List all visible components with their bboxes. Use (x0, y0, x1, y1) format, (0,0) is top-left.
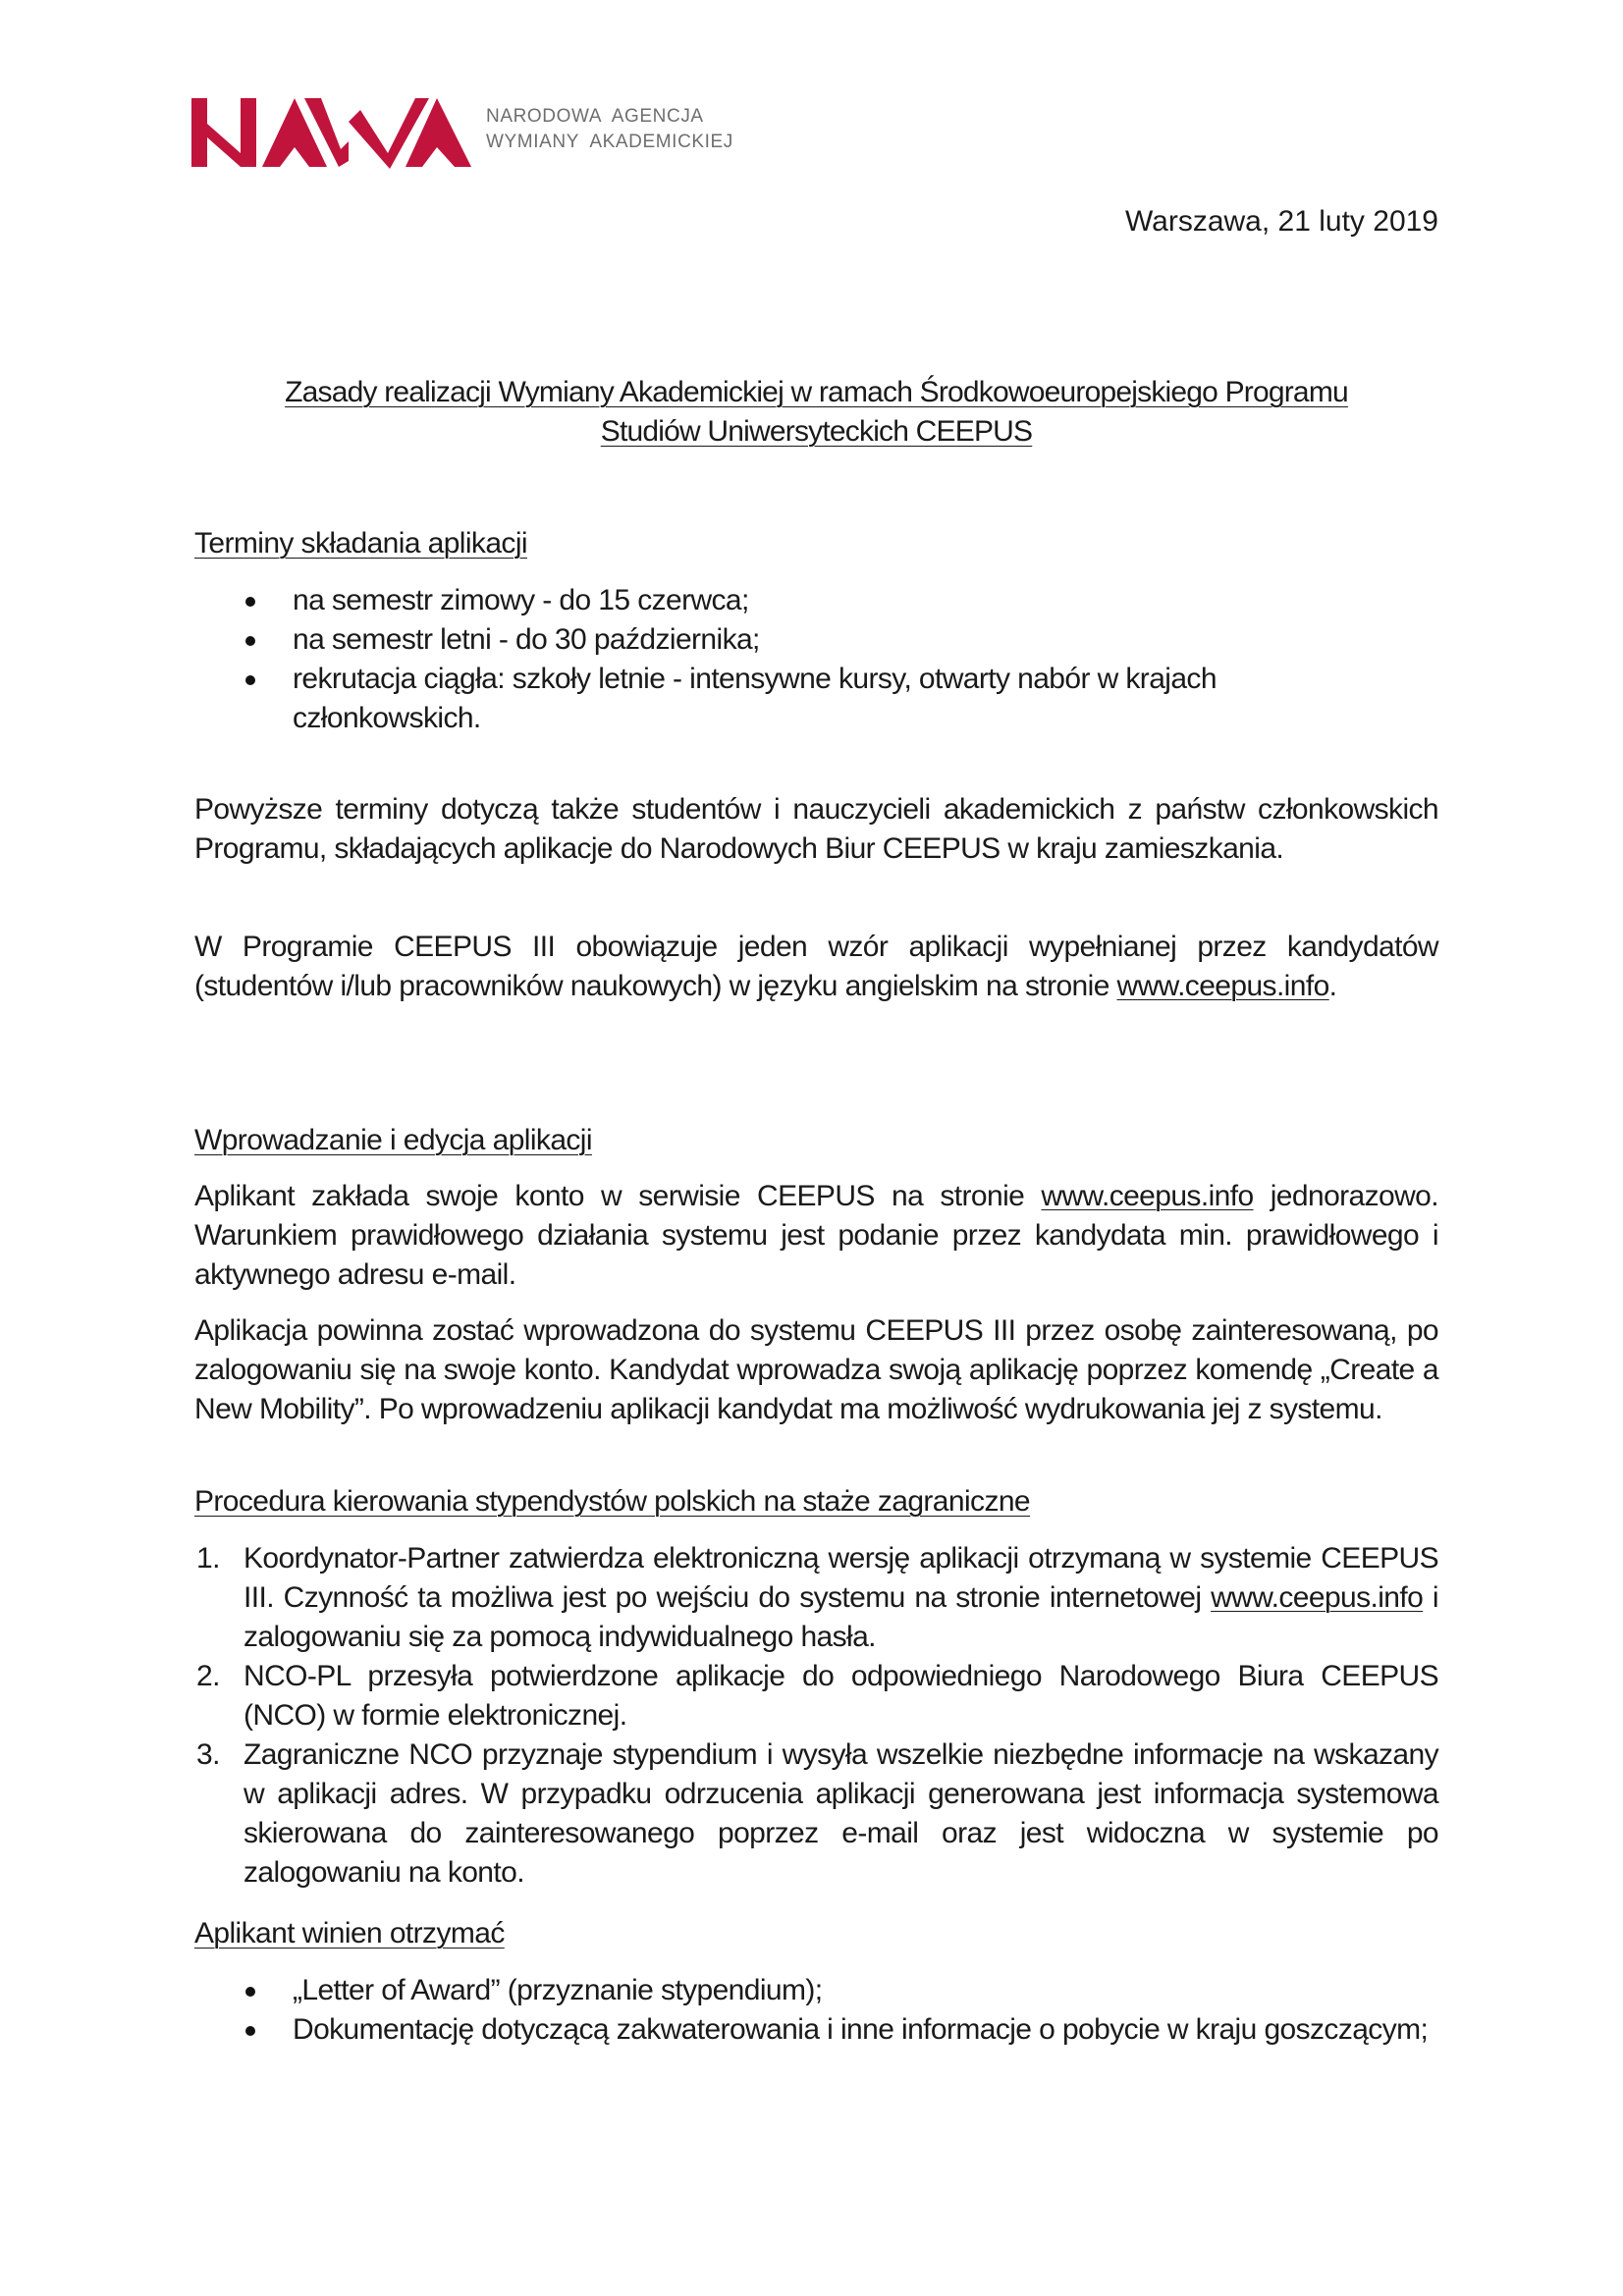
section-deadlines (194, 524, 1438, 563)
list-item: 2. NCO-PL przesyła potwierdzone aplikacje do odpowiedniego Narodowego Biura CEEPUS (NCO) w formie elektronicznej. (194, 1657, 1438, 1735)
receive-list (194, 1971, 1438, 2050)
document-date: Warszawa, 21 luty 2019 (1124, 205, 1438, 238)
section-heading-deadlines: Terminy składania aplikacji (194, 527, 527, 560)
ceepus-link[interactable]: www.ceepus.info (1116, 970, 1329, 1002)
nawa-logo (191, 94, 471, 171)
bullet-icon (245, 2026, 255, 2036)
title-line-2: Studiów Uniwersyteckich CEEPUS (600, 415, 1033, 448)
agency-name (486, 104, 733, 155)
section-entry (194, 1121, 1438, 1160)
list-item: na semestr letni - do 30 października; (194, 620, 1438, 660)
bullet-icon (245, 597, 255, 607)
deadlines-paragraph-2: W Programie CEEPUS III obowiązuje jeden wzór aplikacji wypełnianej przez kandydatów (studentów i/lub pracowników naukowych) w języku angielskim na stronie www.ceepus.info. (194, 931, 1438, 1002)
bullet-icon (245, 1987, 255, 1997)
list-item: Dokumentację dotyczącą zakwaterowania i inne informacje o pobycie w kraju goszczącym; (194, 2010, 1438, 2050)
procedure-list (194, 1539, 1438, 1893)
bullet-icon (245, 636, 255, 646)
list-item: rekrutacja ciągła: szkoły letnie - intensywne kursy, otwarty nabór w krajach członkowskich. (194, 660, 1438, 738)
deadlines-list (194, 581, 1438, 738)
entry-paragraph-1: Aplikant zakłada swoje konto w serwisie CEEPUS na stronie www.ceepus.info jednorazowo. Warunkiem prawidłowego działania systemu jest podanie przez kandydata min. prawidłowego i aktywnego adresu e-mail. (194, 1180, 1438, 1291)
nawa-logo-mark-icon (191, 94, 471, 171)
agency-name-line1: NARODOWA AGENCJA (486, 106, 704, 127)
section-receive (194, 1914, 1438, 1953)
agency-name-line2: WYMIANY AKADEMICKIEJ (486, 132, 733, 152)
list-number: 3. (196, 1738, 220, 1771)
list-number: 1. (196, 1542, 220, 1575)
deadlines-paragraph-1: Powyższe terminy dotyczą także studentów i nauczycieli akademickich z państw członkowskich Programu, składających aplikacje do Narodowych Biur CEEPUS w kraju zamieszkania. (194, 793, 1438, 865)
title-line-1: Zasady realizacji Wymiany Akademickiej w ramach Środkowoeuropejskiego Programu (285, 376, 1348, 408)
list-item: „Letter of Award” (przyznanie stypendium); (194, 1971, 1438, 2010)
list-item: na semestr zimowy - do 15 czerwca; (194, 581, 1438, 620)
list-number: 2. (196, 1660, 220, 1692)
list-item: 1. Koordynator-Partner zatwierdza elektroniczną wersję aplikacji otrzymaną w systemie CEEPUS III. Czynność ta możliwa jest po wejściu do systemu na stronie internetowej www.ceepus.info i zalogowaniu się za pomocą indywidualnego hasła. (194, 1539, 1438, 1657)
section-heading-entry: Wprowadzanie i edycja aplikacji (194, 1124, 592, 1156)
entry-paragraph-2: Aplikacja powinna zostać wprowadzona do systemu CEEPUS III przez osobę zainteresowaną, po zalogowaniu się na swoje konto. Kandydat wprowadza swoją aplikację poprzez komendę „Create a New Mobility”. Po wprowadzeniu aplikacji kandydat ma możliwość wydrukowania jej z systemu. (194, 1314, 1438, 1425)
ceepus-link[interactable]: www.ceepus.info (1041, 1180, 1254, 1212)
section-heading-procedure: Procedura kierowania stypendystów polskich na staże zagraniczne (194, 1485, 1031, 1518)
list-item: 3. Zagraniczne NCO przyznaje stypendium i wysyła wszelkie niezbędne informacje na wskazany w aplikacji adres. W przypadku odrzucenia aplikacji generowana jest informacja systemowa skierowana do zainteresowanego poprzez e-mail oraz jest widoczna w systemie po zalogowaniu na konto. (194, 1735, 1438, 1893)
section-heading-receive: Aplikant winien otrzymać (194, 1917, 505, 1949)
ceepus-link[interactable]: www.ceepus.info (1211, 1581, 1424, 1614)
document-title (194, 373, 1438, 452)
bullet-icon (245, 675, 255, 685)
section-procedure (194, 1482, 1438, 1522)
